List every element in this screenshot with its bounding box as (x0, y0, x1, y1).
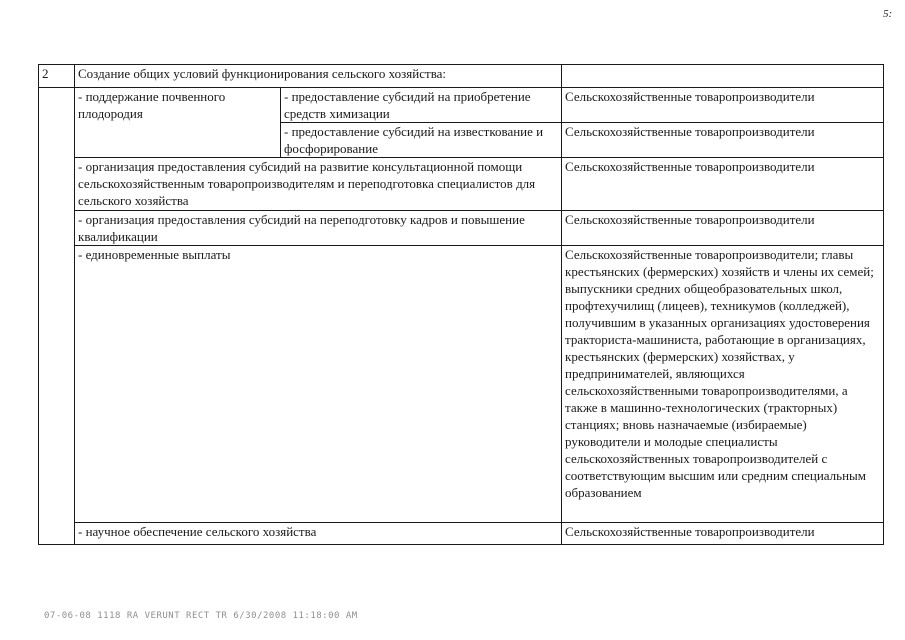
table-row (39, 246, 884, 523)
measure-lump-sum: - единовременные выплаты (75, 246, 562, 523)
recipients-cell: Сельскохозяйственные товаропроизводители (562, 158, 884, 211)
measure-science: - научное обеспечение сельского хозяйства (75, 523, 562, 545)
page-number: 5: (883, 8, 893, 20)
recipients-cell-long: Сельскохозяйственные товаропроизводители; главы крестьянских (фермерских) хозяйств и члены их семей; выпускники средних общеобразовательных школ, профтехучилищ (лицеев), техникумов (колледжей), получившим в указанных организациях удостоверения тракториста-машиниста, работающие в организациях, крестьянских (фермерских) хозяйствах, у предпринимателей, являющихся сельскохозяйственными товаропроизводителями, а также в машинно-технологических (тракторных) станциях; вновь назначаемые (избираемые) руководители и молодые специалисты сельскохозяйственных товаропроизводителей с соответствующим высшим или средним специальным образованием (562, 246, 884, 523)
section-title: Создание общих условий функционирования сельского хозяйства: (75, 65, 562, 88)
number-column-blank (39, 88, 75, 545)
table-row (39, 211, 884, 246)
recipients-cell-empty (562, 65, 884, 88)
recipients-cell: Сельскохозяйственные товаропроизводители (562, 88, 884, 123)
table-row (39, 88, 884, 123)
subsidy-measures-table (38, 64, 884, 545)
section-header-row (39, 65, 884, 88)
row-number: 2 (39, 65, 75, 88)
submeasure-chemicals: - предоставление субсидий на приобретение средств химизации (281, 88, 562, 123)
measure-retraining: - организация предоставления субсидий на переподготовку кадров и повышение квалификации (75, 211, 562, 246)
recipients-cell: Сельскохозяйственные товаропроизводители (562, 123, 884, 158)
table-row (39, 523, 884, 545)
measure-consulting: - организация предоставления субсидий на развитие консультационной помощи сельскохозяйственным товаропроизводителям и переподготовка специалистов для сельского хозяйства (75, 158, 562, 211)
recipients-cell: Сельскохозяйственные товаропроизводители (562, 211, 884, 246)
recipients-cell: Сельскохозяйственные товаропроизводители (562, 523, 884, 545)
measure-soil-fertility: - поддержание почвенного плодородия (75, 88, 281, 158)
table-row (39, 158, 884, 211)
fax-header-line: 07-06-08 1118 RA VERUNT RECT TR 6/30/2008 11:18:00 AM (44, 611, 358, 621)
submeasure-liming: - предоставление субсидий на известкование и фосфорирование (281, 123, 562, 158)
